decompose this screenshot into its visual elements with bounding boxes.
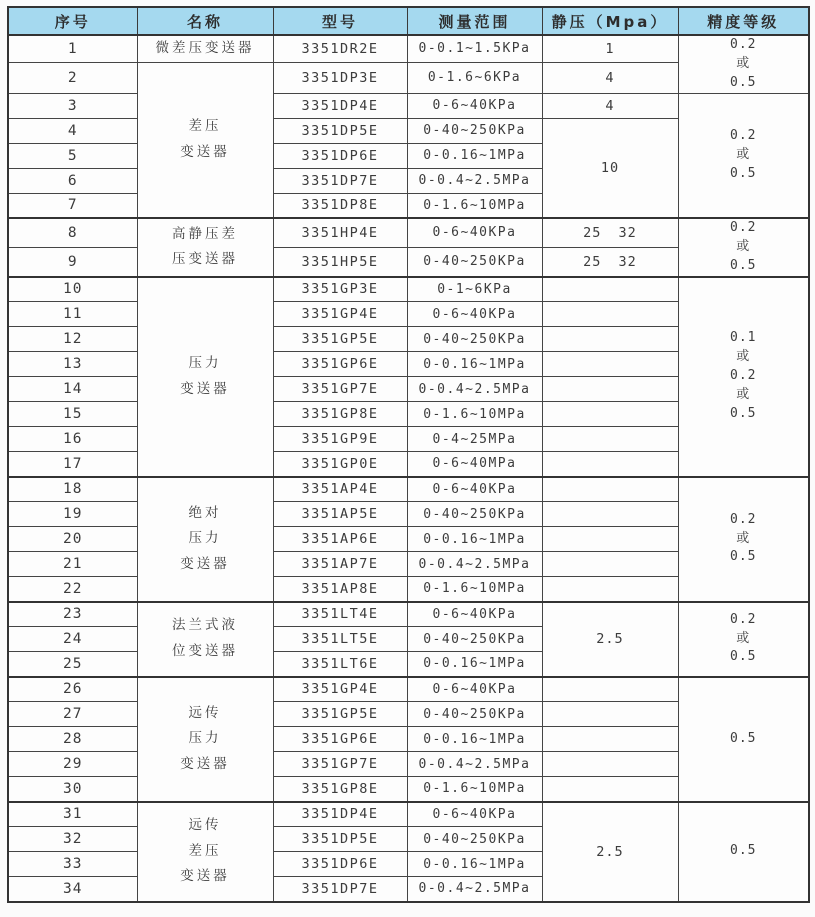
cell-accuracy-class: 0.5 [678, 677, 809, 802]
transmitter-spec-table [7, 6, 810, 903]
header-measure-range: 测量范围 [407, 7, 542, 35]
cell-product-name: 差压 变送器 [137, 62, 273, 218]
cell-serial-number: 28 [8, 727, 137, 752]
cell-model: 3351GP4E [273, 677, 407, 702]
cell-product-name: 法兰式液 位变送器 [137, 602, 273, 677]
cell-static-pressure [542, 452, 678, 477]
cell-measure-range: 0-0.16~1MPa [407, 143, 542, 168]
cell-serial-number: 21 [8, 552, 137, 577]
cell-static-pressure: 1 [542, 35, 678, 62]
cell-serial-number: 16 [8, 427, 137, 452]
cell-measure-range: 0-1.6~10MPa [407, 193, 542, 218]
cell-model: 3351DP3E [273, 62, 407, 93]
header-product-name: 名称 [137, 7, 273, 35]
cell-model: 3351DP5E [273, 118, 407, 143]
cell-model: 3351GP4E [273, 302, 407, 327]
cell-static-pressure [542, 502, 678, 527]
cell-static-pressure [542, 727, 678, 752]
header-accuracy-class: 精度等级 [678, 7, 809, 35]
cell-product-name: 远传 压力 变送器 [137, 677, 273, 802]
cell-measure-range: 0-40~250KPa [407, 118, 542, 143]
cell-serial-number: 29 [8, 752, 137, 777]
cell-serial-number: 4 [8, 118, 137, 143]
cell-serial-number: 20 [8, 527, 137, 552]
cell-model: 3351LT4E [273, 602, 407, 627]
table-row [8, 35, 809, 62]
table-row [8, 277, 809, 302]
cell-accuracy-class: 0.2 或 0.5 [678, 477, 809, 602]
cell-measure-range: 0-0.16~1MPa [407, 727, 542, 752]
table-row [8, 602, 809, 627]
cell-static-pressure [542, 527, 678, 552]
cell-model: 3351GP9E [273, 427, 407, 452]
cell-serial-number: 6 [8, 168, 137, 193]
cell-serial-number: 17 [8, 452, 137, 477]
cell-serial-number: 19 [8, 502, 137, 527]
table-row [8, 93, 809, 118]
cell-serial-number: 31 [8, 802, 137, 827]
cell-measure-range: 0-0.16~1MPa [407, 352, 542, 377]
cell-measure-range: 0-0.16~1MPa [407, 652, 542, 677]
header-serial-number: 序号 [8, 7, 137, 35]
cell-model: 3351DP4E [273, 93, 407, 118]
table-row [8, 477, 809, 502]
table-header [8, 7, 809, 35]
cell-measure-range: 0-6~40MPa [407, 452, 542, 477]
cell-model: 3351HP4E [273, 218, 407, 247]
cell-product-name: 远传 差压 变送器 [137, 802, 273, 902]
cell-static-pressure [542, 552, 678, 577]
cell-static-pressure: 25 32 [542, 218, 678, 247]
cell-serial-number: 18 [8, 477, 137, 502]
cell-static-pressure: 4 [542, 62, 678, 93]
cell-model: 3351GP7E [273, 377, 407, 402]
cell-model: 3351GP6E [273, 352, 407, 377]
cell-static-pressure [542, 677, 678, 702]
cell-serial-number: 23 [8, 602, 137, 627]
cell-model: 3351LT6E [273, 652, 407, 677]
cell-measure-range: 0-1.6~6KPa [407, 62, 542, 93]
cell-serial-number: 1 [8, 35, 137, 62]
cell-model: 3351DR2E [273, 35, 407, 62]
cell-measure-range: 0-6~40KPa [407, 677, 542, 702]
table-row [8, 802, 809, 827]
cell-model: 3351GP3E [273, 277, 407, 302]
spec-table-body [8, 35, 809, 902]
cell-serial-number: 25 [8, 652, 137, 677]
cell-measure-range: 0-1.6~10MPa [407, 577, 542, 602]
cell-model: 3351GP5E [273, 702, 407, 727]
cell-static-pressure [542, 327, 678, 352]
cell-static-pressure [542, 377, 678, 402]
table-row [8, 677, 809, 702]
cell-measure-range: 0-1.6~10MPa [407, 777, 542, 802]
cell-model: 3351DP4E [273, 802, 407, 827]
cell-model: 3351DP6E [273, 852, 407, 877]
header-model: 型号 [273, 7, 407, 35]
cell-measure-range: 0-40~250KPa [407, 502, 542, 527]
cell-serial-number: 30 [8, 777, 137, 802]
cell-serial-number: 14 [8, 377, 137, 402]
cell-model: 3351AP5E [273, 502, 407, 527]
cell-measure-range: 0-40~250KPa [407, 827, 542, 852]
cell-serial-number: 8 [8, 218, 137, 247]
cell-model: 3351DP7E [273, 168, 407, 193]
cell-measure-range: 0-6~40KPa [407, 302, 542, 327]
table-row [8, 218, 809, 247]
cell-serial-number: 32 [8, 827, 137, 852]
cell-model: 3351HP5E [273, 247, 407, 276]
cell-serial-number: 5 [8, 143, 137, 168]
cell-accuracy-class: 0.2 或 0.5 [678, 35, 809, 93]
cell-static-pressure [542, 302, 678, 327]
cell-serial-number: 11 [8, 302, 137, 327]
cell-measure-range: 0-40~250KPa [407, 702, 542, 727]
cell-measure-range: 0-6~40KPa [407, 802, 542, 827]
cell-measure-range: 0-1~6KPa [407, 277, 542, 302]
cell-accuracy-class: 0.2 或 0.5 [678, 602, 809, 677]
cell-serial-number: 34 [8, 877, 137, 902]
cell-static-pressure [542, 352, 678, 377]
cell-serial-number: 27 [8, 702, 137, 727]
cell-static-pressure [542, 777, 678, 802]
cell-model: 3351AP7E [273, 552, 407, 577]
cell-measure-range: 0-4~25MPa [407, 427, 542, 452]
cell-serial-number: 33 [8, 852, 137, 877]
cell-measure-range: 0-6~40KPa [407, 602, 542, 627]
cell-serial-number: 13 [8, 352, 137, 377]
cell-static-pressure: 4 [542, 93, 678, 118]
header-row [8, 7, 809, 35]
cell-measure-range: 0-0.16~1MPa [407, 852, 542, 877]
cell-model: 3351AP6E [273, 527, 407, 552]
cell-static-pressure: 2.5 [542, 802, 678, 902]
cell-static-pressure [542, 277, 678, 302]
cell-measure-range: 0-40~250KPa [407, 247, 542, 276]
cell-accuracy-class: 0.2 或 0.5 [678, 93, 809, 218]
cell-measure-range: 0-1.6~10MPa [407, 402, 542, 427]
cell-measure-range: 0-0.16~1MPa [407, 527, 542, 552]
cell-product-name: 绝对 压力 变送器 [137, 477, 273, 602]
cell-model: 3351AP4E [273, 477, 407, 502]
cell-model: 3351GP8E [273, 777, 407, 802]
cell-serial-number: 9 [8, 247, 137, 276]
cell-model: 3351LT5E [273, 627, 407, 652]
cell-accuracy-class: 0.5 [678, 802, 809, 902]
cell-measure-range: 0-0.1~1.5KPa [407, 35, 542, 62]
cell-model: 3351GP7E [273, 752, 407, 777]
cell-static-pressure: 2.5 [542, 602, 678, 677]
cell-measure-range: 0-6~40KPa [407, 93, 542, 118]
cell-serial-number: 3 [8, 93, 137, 118]
header-static-pressure: 静压（Mpa） [542, 7, 678, 35]
cell-static-pressure [542, 752, 678, 777]
cell-accuracy-class: 0.1 或 0.2 或 0.5 [678, 277, 809, 477]
cell-model: 3351DP5E [273, 827, 407, 852]
cell-model: 3351AP8E [273, 577, 407, 602]
cell-static-pressure [542, 402, 678, 427]
cell-model: 3351DP6E [273, 143, 407, 168]
cell-model: 3351GP5E [273, 327, 407, 352]
cell-measure-range: 0-0.4~2.5MPa [407, 752, 542, 777]
cell-serial-number: 26 [8, 677, 137, 702]
cell-model: 3351DP8E [273, 193, 407, 218]
cell-measure-range: 0-0.4~2.5MPa [407, 377, 542, 402]
cell-serial-number: 10 [8, 277, 137, 302]
cell-measure-range: 0-40~250KPa [407, 627, 542, 652]
cell-serial-number: 12 [8, 327, 137, 352]
cell-product-name: 微差压变送器 [137, 35, 273, 62]
cell-static-pressure: 10 [542, 118, 678, 218]
cell-serial-number: 22 [8, 577, 137, 602]
cell-serial-number: 24 [8, 627, 137, 652]
cell-static-pressure [542, 702, 678, 727]
cell-measure-range: 0-6~40KPa [407, 218, 542, 247]
cell-serial-number: 7 [8, 193, 137, 218]
cell-product-name: 高静压差 压变送器 [137, 218, 273, 277]
cell-model: 3351GP0E [273, 452, 407, 477]
cell-measure-range: 0-0.4~2.5MPa [407, 877, 542, 902]
cell-static-pressure: 25 32 [542, 247, 678, 276]
cell-model: 3351GP8E [273, 402, 407, 427]
cell-measure-range: 0-6~40KPa [407, 477, 542, 502]
cell-measure-range: 0-0.4~2.5MPa [407, 552, 542, 577]
cell-serial-number: 15 [8, 402, 137, 427]
cell-serial-number: 2 [8, 62, 137, 93]
cell-static-pressure [542, 477, 678, 502]
cell-accuracy-class: 0.2 或 0.5 [678, 218, 809, 277]
cell-product-name: 压力 变送器 [137, 277, 273, 477]
cell-static-pressure [542, 427, 678, 452]
cell-measure-range: 0-40~250KPa [407, 327, 542, 352]
cell-model: 3351GP6E [273, 727, 407, 752]
cell-static-pressure [542, 577, 678, 602]
cell-model: 3351DP7E [273, 877, 407, 902]
cell-measure-range: 0-0.4~2.5MPa [407, 168, 542, 193]
